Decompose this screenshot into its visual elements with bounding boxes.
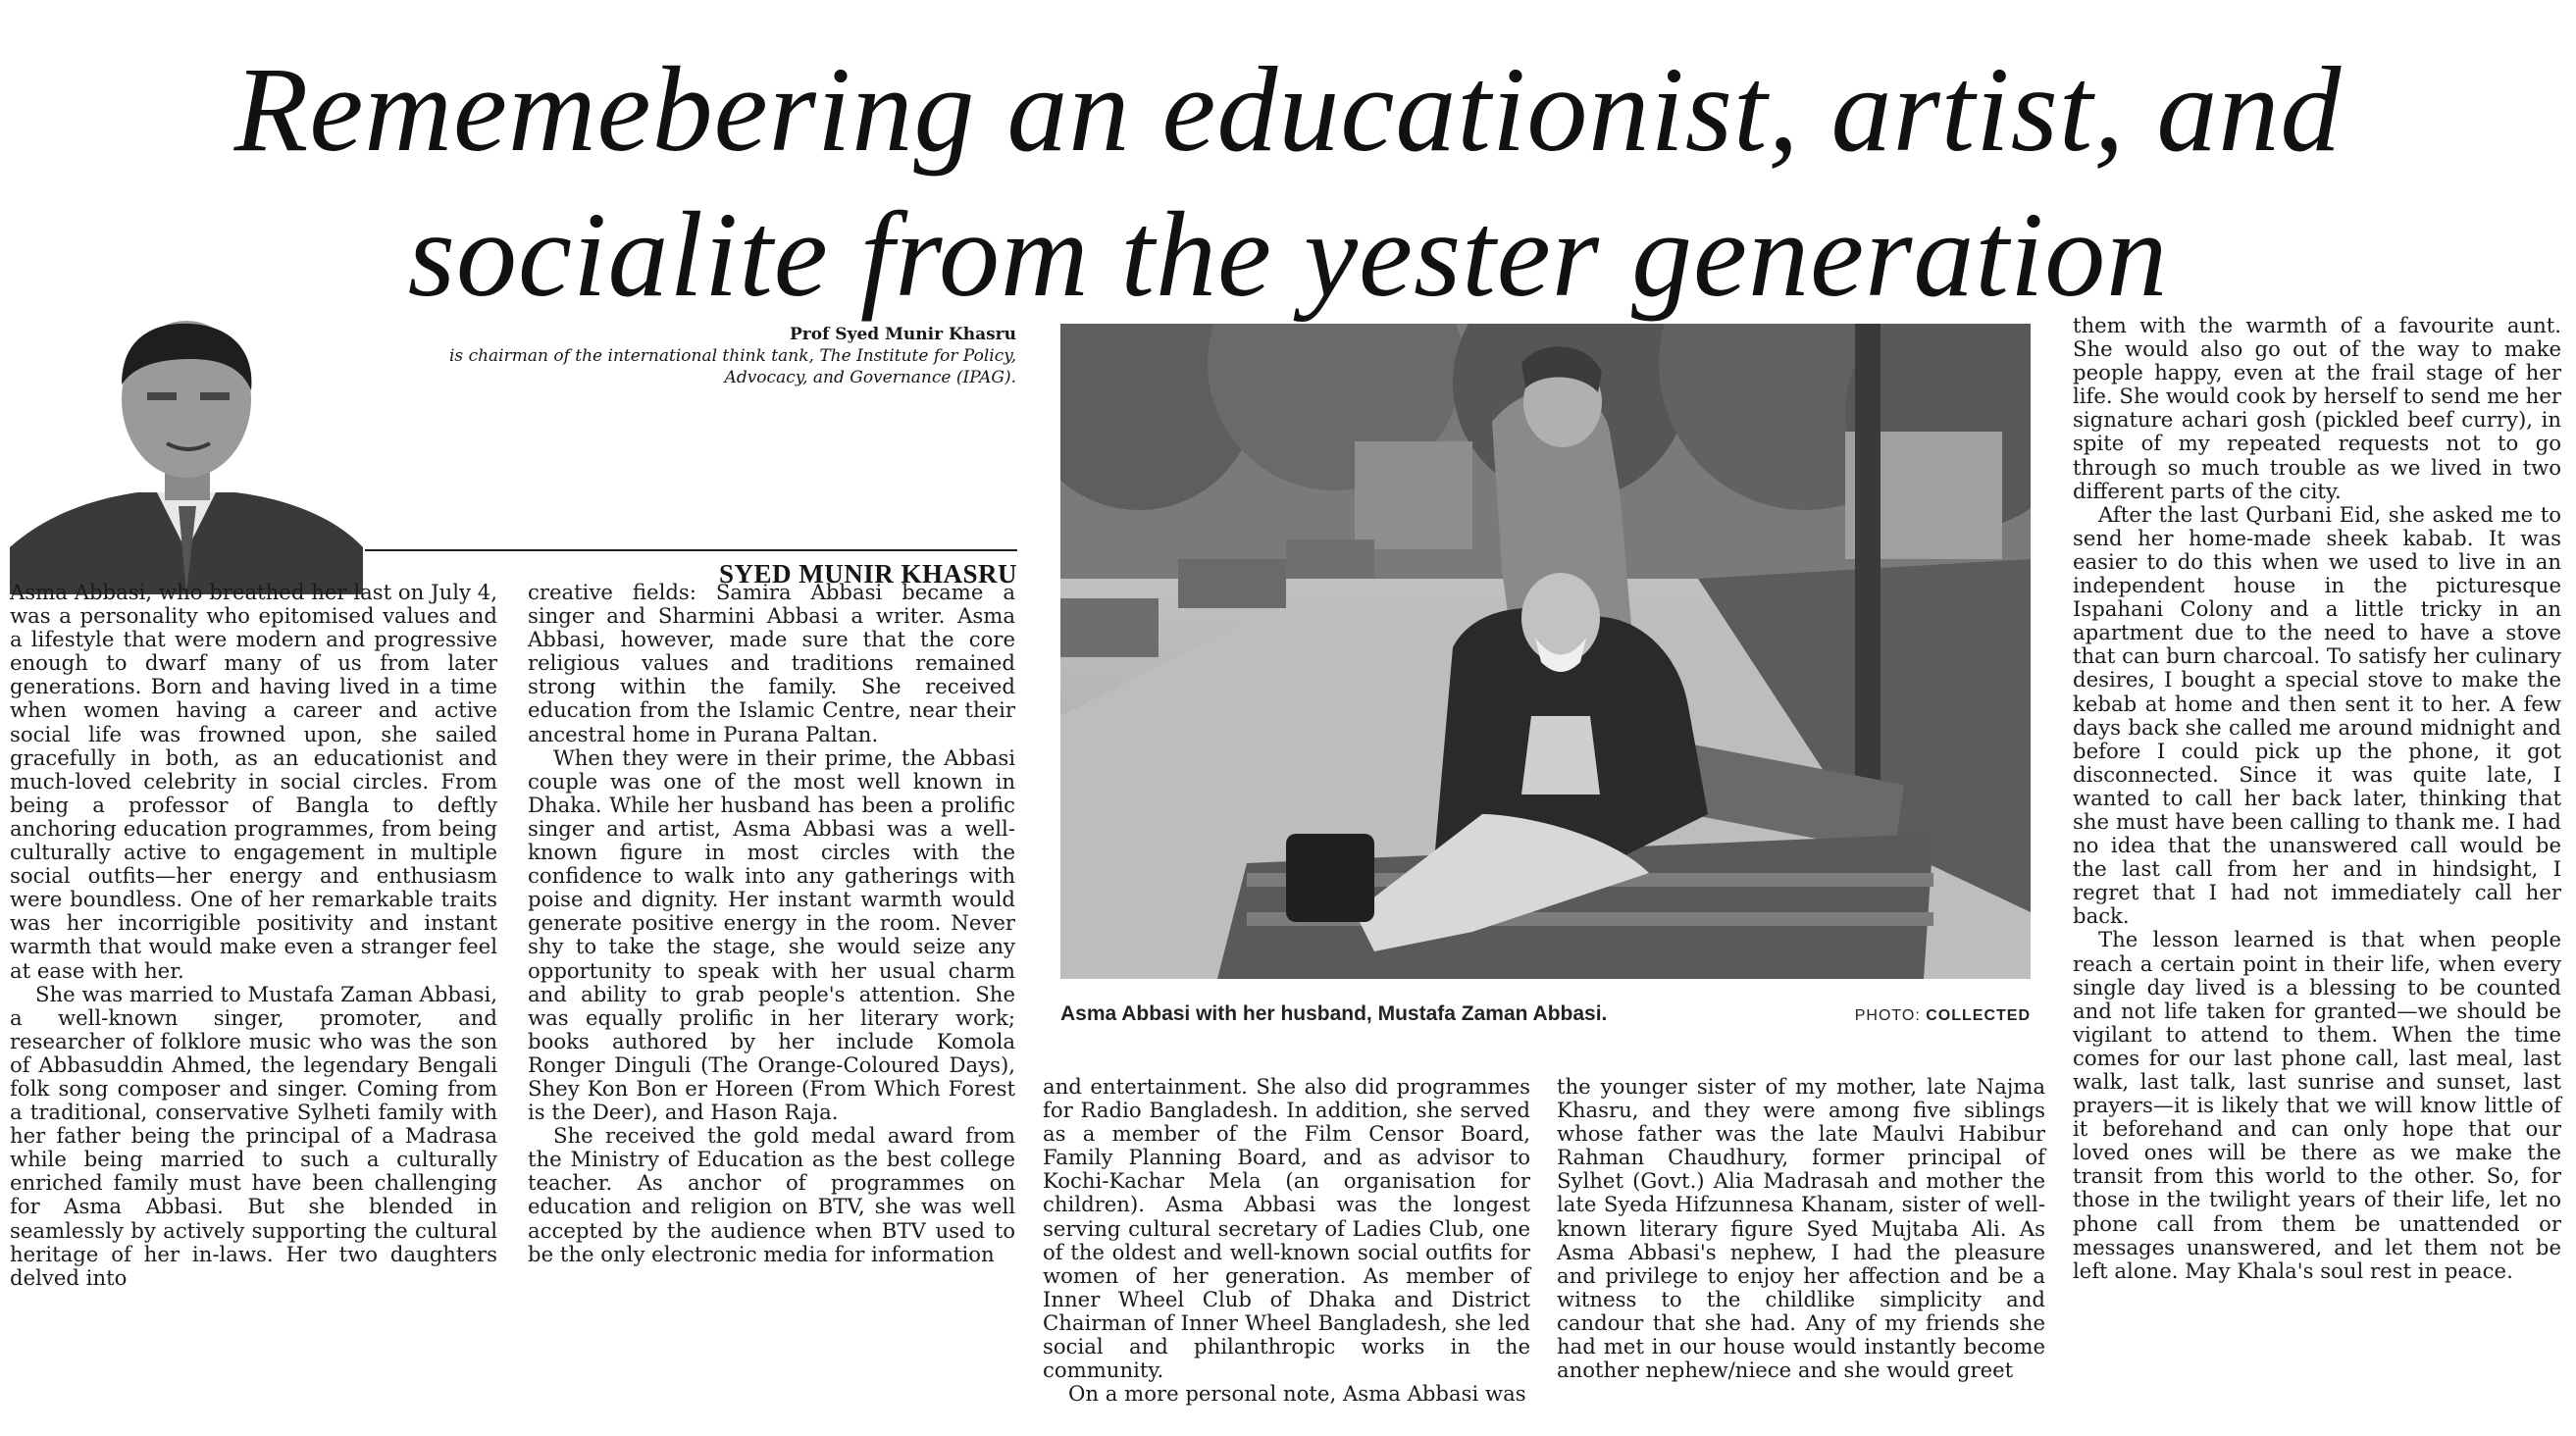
- column-4: [1557, 1075, 2045, 1382]
- photo-caption: Asma Abbasi with her husband, Mustafa Zaman Abbasi.: [1060, 1002, 1608, 1025]
- paragraph: She received the gold medal award from the Ministry of Education as the best college teacher. As anchor of programmes on education and religion on BTV, she was well accepted by the audience when BTV used to be the only electronic media for information: [528, 1123, 1015, 1266]
- paragraph: them with the warmth of a favourite aunt. She would also go out of the way to make people happy, even at the frail stage of her life. She would cook by herself to send me her signature achari gosh (pickled beef curry), in spite of my repeated requests not to go through so much trouble as we lived in two different parts of the city.: [2073, 313, 2561, 503]
- author-credit-name: Prof Syed Munir Khasru: [790, 325, 1016, 344]
- author-credit: [408, 324, 1016, 388]
- column-3: [1043, 1075, 1530, 1406]
- byline: SYED MUNIR KHASRU: [718, 559, 1017, 589]
- byline-divider: [365, 549, 1017, 551]
- paragraph: creative fields: Samira Abbasi became a singer and Sharmini Abbasi a writer. Asma Abbasi, however, made sure that the core religious values and traditions remained strong within the family. She received education from the Islamic Centre, near their ancestral home in Purana Paltan.: [528, 580, 1015, 746]
- headline: [0, 37, 2576, 328]
- photo-image: [1060, 324, 2031, 979]
- column-2: [528, 581, 1015, 1266]
- paragraph: the younger sister of my mother, late Najma Khasru, and they were among five siblings whose father was the late Maulvi Habibur Rahman Chaudhury, former principal of Sylhet (Govt.) Alia Madrasah and mother the late Syeda Hifzunnesa Khanam, sister of well-known literary figure Syed Mujtaba Ali. As Asma Abbasi's nephew, I had the pleasure and privilege to enjoy her affection and be a witness to the childlike simplicity and candour that she had. Any of my friends she had met in our house would instantly become another nephew/niece and she would greet: [1557, 1074, 2045, 1383]
- paragraph: After the last Qurbani Eid, she asked me to send her home-made sheek kabab. It was easier to do this when we used to live in an independent house in the picturesque Ispahani Colony and a little tricky in an apartment due to the need to have a stove that can burn charcoal. To satisfy her culinary desires, I bought a special stove to make the kebab at home and then sent it to her. A few days back she called me around midnight and before I could pick up the phone, it got disconnected. Since it was quite late, I wanted to call her back later, thinking that she must have been calling to thank me. I had no idea that the unanswered call would be the last call from her and in hindsight, I regret that I had not immediately call her back.: [2073, 501, 2561, 929]
- headline-line-2: socialite from the yester generation: [407, 187, 2169, 322]
- column-5: [2073, 314, 2561, 1283]
- author-portrait-image: [10, 306, 363, 594]
- photo-credit: [1855, 1007, 2031, 1025]
- paragraph: She was married to Mustafa Zaman Abbasi, a well-known singer, promoter, and researcher of folklore music who was the son of Abbasuddin Ahmed, the legendary Bengali folk song composer and singer. Coming from a traditional, conservative Sylheti family with her father being the principal of a Madrasa while being married to such a culturally enriched family must have been challenging for Asma Abbasi. But she blended in seamlessly by actively supporting the cultural heritage of her in-laws. Her two daughters delved into: [10, 981, 497, 1290]
- paragraph: The lesson learned is that when people reach a certain point in their life, when every single day lived is a blessing to be counted and not life taken for granted—we should be vigilant to attend to them. When the time comes for our last phone call, last meal, last walk, last talk, last sunrise and sunset, last prayers—it is likely that we will know little of it beforehand and can only hope that our loved ones will be there as we make the transit from this world to the other. So, for those in the twilight years of their life, let no phone call from them be unattended or messages unanswered, and let them not be left alone. May Khala's soul rest in peace.: [2073, 927, 2561, 1283]
- paragraph: Asma Abbasi, who breathed her last on July 4, was a personality who epitomised values and a lifestyle that were modern and progressive enough to dwarf many of us from later generations. Born and having lived in a time when women having a career and active social life was frowned upon, she sailed gracefully in both, as an educationist and much-loved celebrity in social circles. From being a professor of Bangla to deftly anchoring education programmes, from being culturally active to engagement in multiple social outfits—her energy and enthusiasm were boundless. One of her remarkable traits was her incorrigible positivity and instant warmth that would make even a stranger feel at ease with her.: [10, 580, 497, 983]
- paragraph: On a more personal note, Asma Abbasi was: [1068, 1381, 1526, 1407]
- author-credit-description: is chairman of the international think tank, The Institute for Policy, Advocacy, and Governance (IPAG).: [449, 346, 1016, 387]
- paragraph: and entertainment. She also did programmes for Radio Bangladesh. In addition, she served as a member of the Film Censor Board, Family Planning Board, and as advisor to Kochi-Kachar Mela (an organisation for children). Asma Abbasi was the longest serving cultural secretary of Ladies Club, one of the oldest and well-known social outfits for women of her generation. As member of Inner Wheel Club of Dhaka and District Chairman of Inner Wheel Bangladesh, she led social and philanthropic works in the community.: [1043, 1074, 1530, 1383]
- paragraph: When they were in their prime, the Abbasi couple was one of the most well known in Dhaka. While her husband has been a prolific singer and artist, Asma Abbasi was a well-known figure in most circles with the confidence to walk into any gatherings with poise and dignity. Her instant warmth would generate positive energy in the room. Never shy to take the stage, she would seize any opportunity to speak with her usual charm and ability to grab people's attention. She was equally prolific in her literary work; books authored by her include Komola Ronger Dinguli (The Orange-Coloured Days), Shey Kon Bon er Horeen (From Which Forest is the Deer), and Hason Raja.: [528, 744, 1015, 1125]
- column-1: [10, 581, 497, 1290]
- headline-line-1: Rememebering an educationist, artist, and: [233, 42, 2343, 177]
- photo-credit-label: PHOTO:: [1854, 1007, 1921, 1024]
- author-portrait: [10, 306, 363, 594]
- photo-caption-bar: [1060, 1002, 2031, 1034]
- photo-credit-source: COLLECTED: [1926, 1007, 2031, 1024]
- article-photo: [1060, 324, 2031, 979]
